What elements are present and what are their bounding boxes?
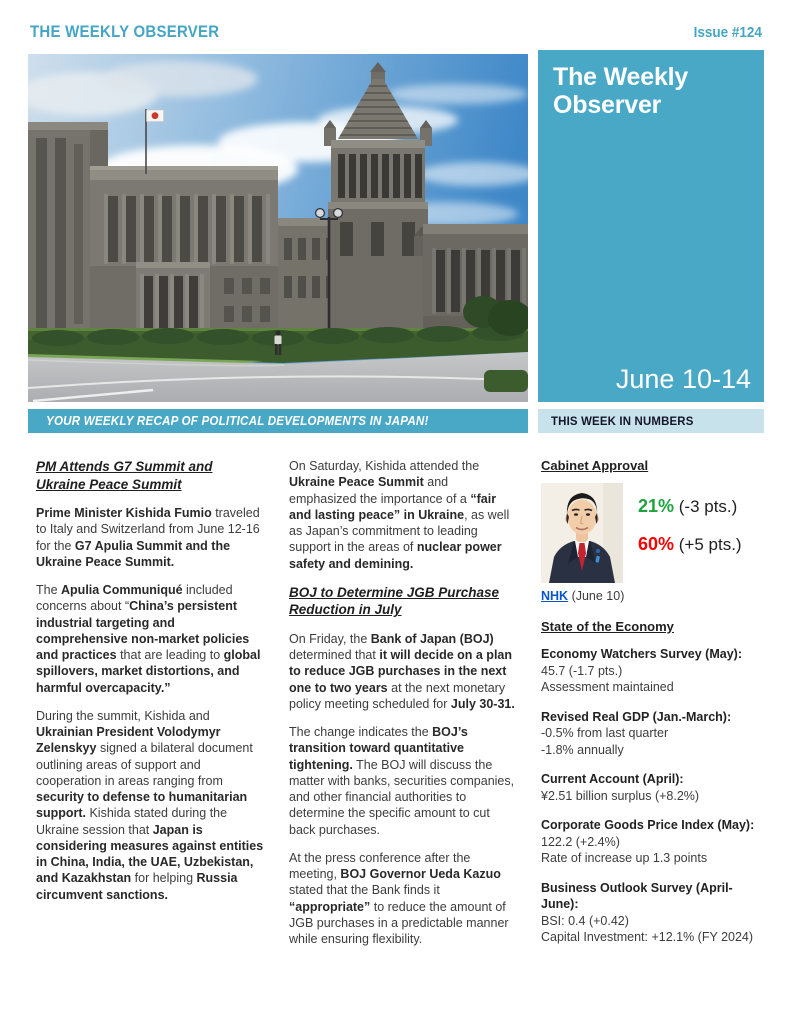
- economy-item: [541, 709, 765, 759]
- economy-item-label: Economy Watchers Survey (May):: [541, 647, 742, 661]
- economy-item-label: Current Account (April):: [541, 772, 684, 786]
- economy-item-label: Business Outlook Survey (April-June):: [541, 880, 733, 911]
- hero-side-panel: [538, 50, 764, 402]
- economy-item: [541, 646, 765, 696]
- article-paragraph: On Friday, the Bank of Japan (BOJ) determined that it will decide on a plan to reduce JGB purchases in the next one to two years at the next monetary policy meeting scheduled for July 30-31.: [289, 631, 515, 711]
- economy-list: [541, 646, 765, 946]
- tagline-text: YOUR WEEKLY RECAP OF POLITICAL DEVELOPMENTS IN JAPAN!: [46, 414, 429, 428]
- economy-item-value: -1.8% annually: [541, 742, 624, 757]
- numbers-header-text: THIS WEEK IN NUMBERS: [551, 414, 694, 428]
- economy-item-value: -0.5% from last quarter: [541, 726, 669, 740]
- approval-rating: [638, 496, 742, 517]
- article-paragraph: The Apulia Communiqué included concerns about “China’s persistent industrial targeting and comprehensive non-market policies and practices that are leading to global spillovers, market distortions, and harmful overcapacity.”: [36, 583, 261, 695]
- article-paragraph: Prime Minister Kishida Fumio traveled to Italy and Switzerland from June 12-16 for the G7 Apulia Summit and the Ukraine Peace Summit.: [36, 506, 260, 569]
- economy-item: [541, 771, 765, 804]
- hero-title-line1: The Weekly: [553, 63, 689, 91]
- economy-item-value: Assessment maintained: [541, 680, 674, 694]
- cabinet-approval-block: [541, 483, 765, 583]
- disapproval-change: (+5 pts.): [674, 535, 742, 554]
- newsletter-name: THE WEEKLY OBSERVER: [30, 22, 220, 41]
- hero-date-range: June 10-14: [615, 364, 751, 394]
- masthead: [0, 0, 792, 42]
- hero-title-line2: Observer: [553, 91, 662, 119]
- article-paragraph: During the summit, Kishida and Ukrainian President Volodymyr Zelenskyy signed a bilateral document outlining areas of support and cooperation in areas ranging from security to defense to humanitarian support. Kishida stated during the Ukraine session that Japan is considering measures against entities in China, India, the UAE, Uzbekistan, and Kazakhstan for helping Russia circumvent sanctions.: [36, 708, 264, 902]
- disapproval-value: 60%: [638, 534, 675, 554]
- tagline-banner: [28, 409, 528, 433]
- economy-heading: State of the Economy: [541, 619, 674, 634]
- economy-item: [541, 880, 765, 946]
- body-columns: [36, 458, 764, 959]
- approval-value: 21%: [638, 496, 675, 516]
- hero-title: [538, 50, 764, 119]
- economy-item-value: Capital Investment: +12.1% (FY 2024): [541, 930, 754, 944]
- article-heading: PM Attends G7 Summit and Ukraine Peace Summit: [36, 459, 213, 492]
- banner-row: [28, 409, 764, 433]
- article-heading: BOJ to Determine JGB Purchase Reduction in July: [289, 584, 500, 618]
- economy-item-label: Corporate Goods Price Index (May):: [541, 818, 755, 832]
- source-date: (June 10): [568, 589, 625, 603]
- article-paragraph: At the press conference after the meeting, BOJ Governor Ueda Kazuo stated that the Bank finds it “appropriate” to reduce the amount of JGB purchases in a predictable manner while ensuring flexibility.: [289, 850, 509, 947]
- kishida-portrait: [541, 483, 623, 583]
- approval-stats: [638, 483, 742, 583]
- article-column-2: [289, 458, 518, 959]
- economy-item: [541, 817, 765, 867]
- cabinet-approval-heading: Cabinet Approval: [541, 458, 649, 473]
- article-paragraph: The change indicates the BOJ’s transition toward quantitative tightening. The BOJ will discuss the matter with banks, securities companies, and other financial authorities to determine the specific amount to cut back purchases.: [289, 725, 515, 837]
- economy-item-value: 122.2 (+2.4%): [541, 834, 620, 849]
- approval-change: (-3 pts.): [674, 497, 738, 516]
- economy-item-value: ¥2.51 billion surplus (+8.2%): [541, 788, 700, 803]
- economy-item-value: Rate of increase up 1.3 points: [541, 851, 708, 865]
- economy-item-label: Revised Real GDP (Jan.-March):: [541, 709, 732, 724]
- issue-number: Issue #124: [693, 24, 762, 41]
- disapproval-rating: [638, 534, 742, 555]
- economy-item-value: 45.7 (-1.7 pts.): [541, 663, 623, 678]
- numbers-column: [541, 458, 765, 959]
- diet-building-photo: [28, 54, 528, 402]
- nhk-link[interactable]: NHK: [541, 589, 569, 603]
- economy-item-value: BSI: 0.4 (+0.42): [541, 913, 629, 928]
- article-paragraph: On Saturday, Kishida attended the Ukraine Peace Summit and emphasized the importance of a “fair and lasting peace” in Ukraine, as well as Japan’s commitment to leading support in the areas of nuclear power safety and demining.: [289, 459, 510, 571]
- hero-row: [28, 54, 764, 402]
- article-column-1: [36, 458, 265, 959]
- numbers-header-bar: [538, 409, 764, 433]
- source-attribution: [541, 589, 765, 603]
